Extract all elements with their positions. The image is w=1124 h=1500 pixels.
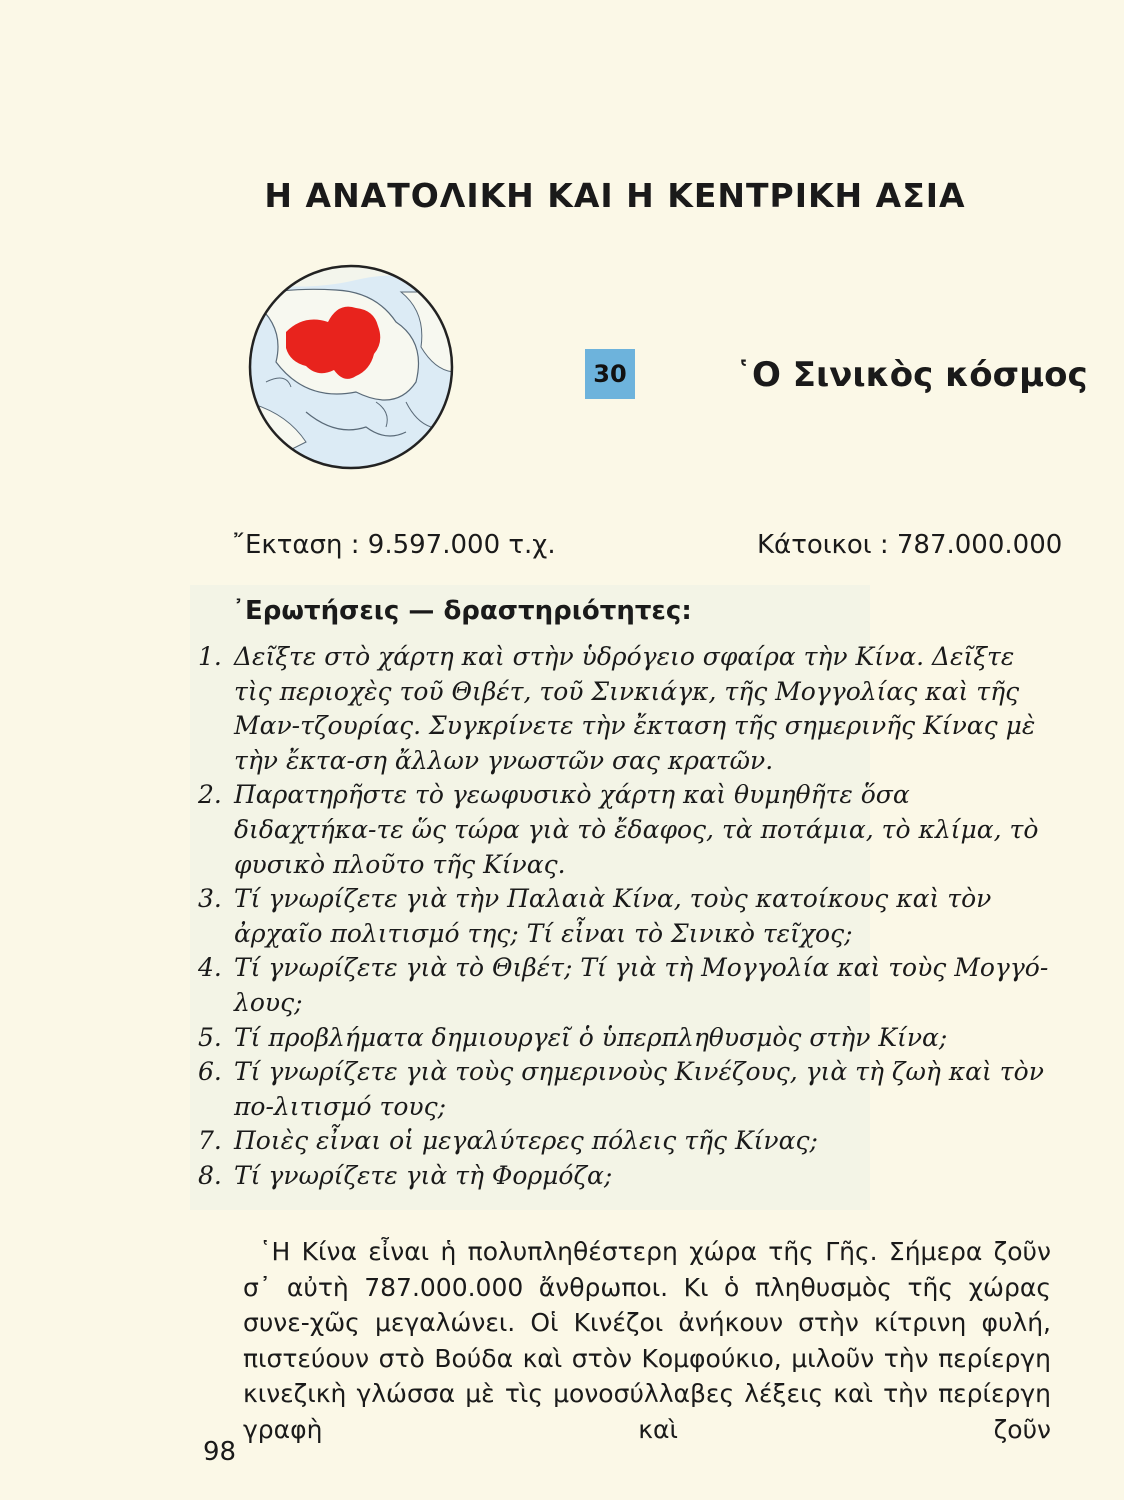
question-text: Παρατηρῆστε τὸ γεωφυσικὸ χάρτη καὶ θυμηθῆτε ὅσα διδαχτήκα-τε ὥς τώρα γιὰ τὸ ἔδαφος, τὰ ποτάμια, τὸ κλίμα, τὸ φυσικὸ πλοῦτο τῆς Κίνας. [234, 780, 1039, 879]
question-number: 6. [198, 1057, 222, 1087]
question-item [198, 882, 1053, 951]
question-item [198, 1159, 1053, 1194]
question-number: 8. [198, 1160, 222, 1190]
questions-heading: ᾿Ερωτήσεις — δραστηριότητες: [232, 596, 692, 626]
question-text: Τί γνωρίζετε γιὰ τὴν Παλαιὰ Κίνα, τοὺς κατοίκους καὶ τὸν ἀρχαῖο πολιτισμό της; Τί εἶναι τὸ Σινικὸ τεῖχος; [234, 884, 992, 948]
question-number: 3. [198, 884, 222, 914]
question-text: Τί γνωρίζετε γιὰ τὴ Φορμόζα; [234, 1160, 613, 1190]
question-item [198, 778, 1053, 882]
questions-list [198, 640, 1053, 1194]
question-number: 2. [198, 780, 222, 810]
lesson-number-badge: 30 [585, 349, 635, 399]
area-stat: ῎Εκταση : 9.597.000 τ.χ. [232, 530, 556, 560]
question-text: Δεῖξτε στὸ χάρτη καὶ στὴν ὑδρόγειο σφαίρα τὴν Κίνα. Δεῖξτε τὶς περιοχὲς τοῦ Θιβέτ, τοῦ Σινκιάγκ, τῆς Μογγολίας καὶ τῆς Μαν-τζουρίας. Συγκρίνετε τὴν ἔκταση τῆς σημερινῆς Κίνας μὲ τὴν ἔκτα-ση ἄλλων γνωστῶν σας κρατῶν. [234, 642, 1036, 775]
globe-map-icon [246, 262, 456, 472]
question-text: Ποιὲς εἶναι οἱ μεγαλύτερες πόλεις τῆς Κίνας; [234, 1126, 818, 1156]
question-item [198, 1021, 1053, 1056]
question-text: Τί γνωρίζετε γιὰ τὸ Θιβέτ; Τί γιὰ τὴ Μογγολία καὶ τοὺς Μογγό-λους; [234, 953, 1049, 1017]
page-title: Η ΑΝΑΤΟΛΙΚΗ ΚΑΙ Η ΚΕΝΤΡΙΚΗ ΑΣΙΑ [264, 176, 966, 215]
question-item [198, 640, 1053, 778]
question-number: 5. [198, 1022, 222, 1052]
question-text: Τί προβλήματα δημιουργεῖ ὁ ὑπερπληθυσμὸς στὴν Κίνα; [234, 1022, 948, 1052]
question-number: 7. [198, 1126, 222, 1156]
question-number: 1. [198, 642, 222, 671]
question-item [198, 1055, 1053, 1124]
page-number: 98 [203, 1437, 237, 1467]
lesson-title: ῾Ο Σινικὸς κόσμος [735, 355, 1088, 395]
population-stat: Κάτοικοι : 787.000.000 [757, 530, 1063, 560]
body-paragraph: ῾Η Κίνα εἶναι ἡ πολυπληθέστερη χώρα τῆς Γῆς. Σήμερα ζοῦν σ᾿ αὐτὴ 787.000.000 ἄνθρωποι. Κι ὁ πληθυσμὸς τῆς χώρας συνε-χῶς μεγαλώνει. Οἱ Κινέζοι ἀνήκουν στὴν κίτρινη φυλή, πιστεύουν στὸ Βούδα καὶ στὸν Κομφούκιο, μιλοῦν τὴν περίεργη κινεζικὴ γλώσσα μὲ τὶς μονοσύλλαβες λέξεις καὶ τὴν περίεργη γραφὴ καὶ ζοῦν [243, 1237, 1051, 1444]
question-item [198, 1124, 1053, 1159]
question-number: 4. [198, 953, 222, 983]
question-text: Τί γνωρίζετε γιὰ τοὺς σημερινοὺς Κινέζους, γιὰ τὴ ζωὴ καὶ τὸν πο-λιτισμό τους; [234, 1057, 1044, 1121]
question-item [198, 951, 1053, 1020]
